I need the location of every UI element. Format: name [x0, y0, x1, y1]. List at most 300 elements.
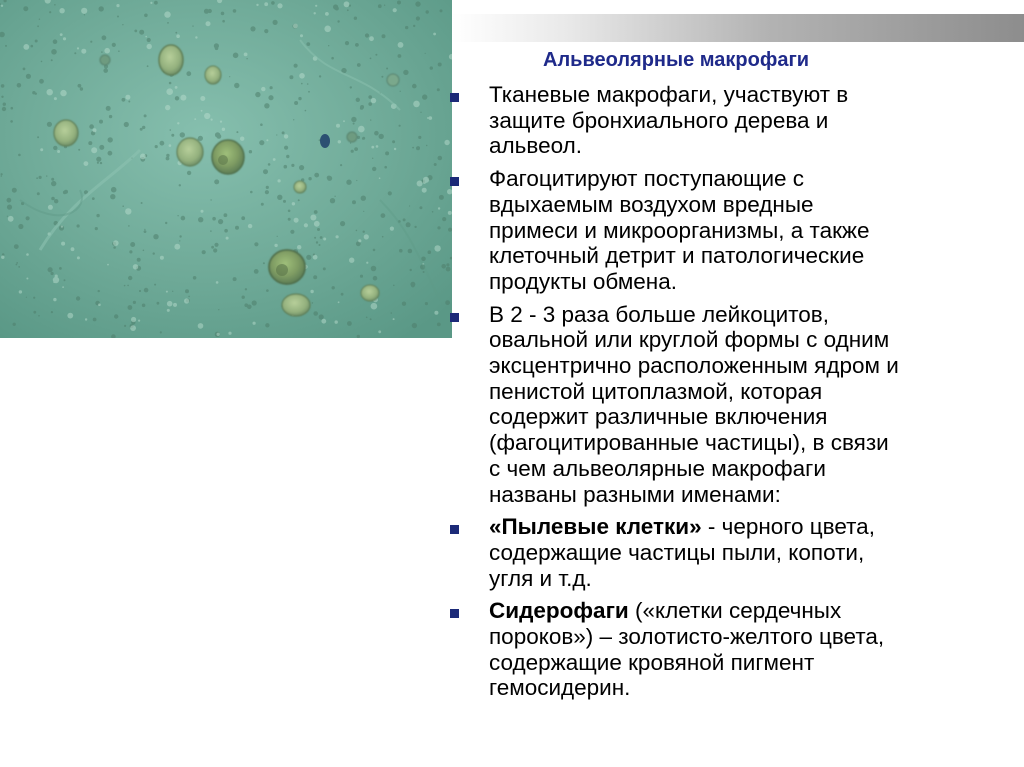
debris-speck [317, 228, 320, 231]
debris-speck [260, 123, 263, 126]
debris-speck [391, 312, 393, 314]
debris-speck [437, 226, 440, 229]
debris-speck [340, 164, 342, 166]
light-speck [8, 216, 14, 222]
light-speck [338, 140, 341, 143]
debris-speck [294, 64, 298, 68]
debris-speck [288, 210, 291, 213]
debris-speck [166, 157, 170, 161]
debris-speck [198, 217, 203, 222]
debris-speck [89, 124, 94, 129]
light-speck [284, 134, 288, 138]
debris-speck [398, 54, 402, 58]
light-speck [104, 48, 110, 54]
light-speck [113, 240, 119, 246]
light-speck [147, 44, 152, 49]
debris-speck [180, 132, 185, 137]
light-speck [194, 118, 196, 120]
debris-speck [268, 95, 273, 100]
debris-speck [439, 195, 444, 200]
debris-speck [153, 234, 158, 239]
debris-speck [284, 165, 288, 169]
debris-speck [301, 83, 303, 85]
light-speck [294, 218, 299, 223]
light-speck [256, 4, 258, 6]
debris-speck [2, 107, 6, 111]
debris-speck [54, 4, 56, 6]
debris-speck [373, 276, 378, 281]
debris-speck [18, 266, 20, 268]
debris-speck [101, 51, 103, 53]
light-speck [173, 303, 177, 307]
debris-speck [99, 120, 103, 124]
debris-speck [351, 117, 356, 122]
debris-speck [144, 114, 147, 117]
light-speck [325, 12, 329, 16]
debris-speck [204, 9, 209, 14]
light-speck [228, 332, 231, 335]
debris-speck [271, 1, 275, 5]
debris-speck [124, 122, 129, 127]
debris-speck [440, 9, 443, 12]
debris-speck [362, 138, 364, 140]
light-speck [274, 244, 277, 247]
light-speck [220, 121, 222, 123]
debris-speck [224, 213, 228, 217]
debris-speck [10, 120, 13, 123]
debris-speck [385, 151, 389, 155]
debris-speck [122, 24, 123, 25]
debris-speck [254, 242, 258, 246]
bullet-line: Тканевые макрофаги, участвуют в [489, 82, 849, 107]
debris-speck [112, 43, 116, 47]
debris-speck [166, 154, 169, 157]
debris-speck [198, 136, 203, 141]
debris-speck [1, 84, 5, 88]
light-speck [434, 311, 438, 315]
debris-speck [113, 246, 116, 249]
light-speck [60, 90, 66, 96]
debris-speck [212, 217, 216, 221]
light-speck [278, 179, 281, 182]
light-speck [145, 36, 147, 38]
square-bullet-icon [450, 313, 459, 322]
bullet-line: защите бронхиального дерева и [489, 107, 829, 133]
debris-speck [312, 302, 314, 304]
debris-speck [124, 285, 126, 287]
debris-speck [127, 305, 132, 310]
debris-speck [415, 1, 420, 6]
debris-speck [51, 311, 53, 313]
light-speck [393, 8, 397, 12]
debris-speck [368, 102, 372, 106]
debris-speck [139, 290, 141, 292]
debris-speck [12, 188, 17, 193]
bullet-line: гемосидерин. [489, 675, 631, 701]
debris-speck [249, 150, 252, 153]
debris-speck [51, 197, 55, 201]
light-speck [211, 119, 213, 121]
debris-speck [33, 311, 36, 314]
debris-speck [179, 235, 181, 237]
debris-speck [160, 141, 165, 146]
slide-title: Альвеолярные макрофаги [543, 49, 810, 71]
debris-speck [133, 301, 136, 304]
light-speck [261, 87, 265, 91]
bullet-line: пенистой цитоплазмой, которая [489, 378, 823, 404]
debris-speck [384, 166, 387, 169]
debris-speck [80, 87, 83, 90]
debris-speck [127, 285, 129, 287]
debris-speck [247, 305, 252, 310]
debris-speck [372, 158, 373, 159]
debris-speck [363, 231, 365, 233]
light-speck [264, 2, 268, 6]
debris-speck [215, 47, 219, 51]
debris-speck [426, 10, 429, 13]
debris-speck [314, 173, 319, 178]
debris-speck [420, 112, 421, 113]
debris-speck [236, 131, 238, 133]
debris-speck [294, 101, 298, 105]
debris-speck [319, 244, 321, 246]
light-speck [167, 301, 173, 307]
light-speck [125, 95, 130, 100]
debris-speck [245, 288, 247, 290]
debris-speck [410, 269, 412, 271]
debris-speck [409, 205, 410, 206]
debris-speck [96, 214, 99, 217]
light-speck [371, 98, 376, 103]
light-speck [48, 205, 53, 210]
bullet-line: содержит различные включения [489, 404, 828, 430]
debris-speck [111, 187, 117, 193]
debris-speck [17, 83, 22, 88]
debris-speck [78, 84, 82, 88]
debris-speck [7, 216, 8, 217]
debris-speck [54, 199, 58, 203]
light-speck [165, 105, 170, 110]
debris-speck [416, 16, 420, 20]
debris-speck [129, 250, 132, 253]
debris-speck [361, 196, 366, 201]
debris-speck [328, 45, 329, 46]
square-bullet-icon [450, 93, 459, 102]
debris-speck [170, 129, 172, 131]
debris-speck [288, 218, 291, 221]
header-gradient-bar [452, 14, 1024, 42]
debris-speck [144, 14, 148, 18]
light-speck [358, 126, 365, 133]
debris-speck [74, 52, 76, 54]
bullet-line: вдыхаемым воздухом вредные [489, 191, 814, 217]
light-speck [166, 88, 173, 95]
debris-speck [13, 323, 16, 326]
debris-speck [323, 267, 326, 270]
bullet-line [489, 598, 1024, 624]
debris-speck [412, 323, 417, 328]
debris-speck [51, 59, 53, 61]
debris-speck [286, 155, 289, 158]
debris-speck [350, 86, 352, 88]
debris-speck [110, 194, 115, 199]
light-speck [376, 145, 379, 148]
bullet-line: эксцентрично расположенным ядром и [489, 353, 899, 379]
light-speck [315, 5, 317, 7]
light-speck [63, 37, 66, 40]
debris-speck [327, 176, 332, 181]
light-speck [222, 128, 225, 131]
debris-speck [308, 177, 311, 180]
debris-speck [77, 224, 80, 227]
debris-speck [399, 125, 401, 127]
debris-speck [165, 222, 167, 224]
debris-speck [2, 253, 5, 256]
light-speck [433, 33, 436, 36]
debris-speck [331, 57, 334, 60]
debris-speck [347, 9, 349, 11]
bullet-line: названы разными именами: [489, 481, 781, 507]
debris-speck [51, 181, 56, 186]
term-siderophages: Сидерофаги [489, 598, 629, 624]
debris-speck [97, 162, 99, 164]
debris-speck [413, 25, 415, 27]
debris-speck [370, 119, 371, 120]
debris-speck [430, 66, 433, 69]
debris-speck [316, 241, 318, 243]
light-speck [160, 256, 164, 260]
debris-speck [298, 97, 301, 100]
light-speck [125, 208, 131, 214]
debris-speck [147, 38, 151, 42]
light-speck [336, 235, 339, 238]
light-speck [59, 8, 64, 13]
debris-speck [283, 200, 286, 203]
light-speck [1, 256, 4, 259]
light-speck [60, 33, 63, 36]
debris-speck [90, 41, 92, 43]
light-speck [369, 36, 374, 41]
debris-speck [122, 98, 126, 102]
debris-speck [106, 106, 111, 111]
debris-speck [412, 147, 414, 149]
light-speck [240, 137, 244, 141]
debris-speck [355, 43, 359, 47]
bullet-line: В 2 - 3 раза больше лейкоцитов, [489, 301, 830, 327]
light-speck [344, 1, 350, 7]
light-speck [398, 42, 404, 48]
debris-speck [263, 169, 268, 174]
light-speck [93, 128, 97, 132]
light-speck [133, 264, 138, 269]
debris-speck [167, 22, 169, 24]
debris-speck [153, 252, 155, 254]
debris-speck [39, 19, 40, 20]
bullet-item [450, 514, 1024, 591]
debris-speck [370, 318, 372, 320]
debris-speck [313, 311, 318, 316]
debris-speck [437, 323, 441, 327]
bullet-line: содержащие частицы пыли, копоти, [489, 539, 865, 565]
bullet-line: альвеол. [489, 133, 582, 159]
light-speck [206, 21, 211, 26]
light-speck [244, 53, 248, 57]
debris-speck [333, 4, 338, 9]
light-speck [116, 4, 119, 7]
debris-speck [99, 145, 104, 150]
debris-speck [51, 272, 54, 275]
debris-speck [356, 180, 357, 181]
debris-speck [266, 289, 269, 292]
debris-speck [46, 175, 47, 176]
debris-speck [284, 146, 288, 150]
debris-speck [1, 173, 3, 175]
debris-speck [16, 262, 18, 264]
debris-speck [171, 134, 174, 137]
debris-speck [192, 25, 193, 26]
debris-speck [357, 335, 360, 338]
debris-speck [246, 58, 247, 59]
debris-speck [233, 277, 237, 281]
debris-speck [128, 101, 130, 103]
debris-speck [426, 145, 427, 146]
debris-speck [412, 84, 417, 89]
debris-speck [277, 195, 282, 200]
debris-speck [341, 293, 344, 296]
debris-speck [372, 167, 376, 171]
debris-speck [38, 315, 40, 317]
debris-speck [346, 180, 351, 185]
debris-speck [308, 91, 310, 93]
debris-speck [1, 96, 3, 98]
light-speck [81, 8, 87, 14]
light-speck [91, 147, 97, 153]
light-speck [61, 226, 63, 228]
debris-speck [437, 88, 440, 91]
term-dust-cells: «Пылевые клетки» [489, 514, 702, 540]
light-speck [140, 154, 146, 160]
light-speck [200, 96, 205, 101]
debris-speck [266, 186, 269, 189]
light-speck [175, 86, 178, 89]
debris-speck [397, 1, 401, 5]
debris-speck [276, 134, 277, 135]
light-speck [131, 317, 136, 322]
debris-speck [438, 156, 443, 161]
debris-speck [374, 131, 379, 136]
debris-speck [441, 264, 446, 269]
debris-speck [373, 249, 376, 252]
debris-speck [214, 243, 218, 247]
debris-speck [368, 95, 372, 99]
debris-speck [185, 289, 189, 293]
debris-speck [392, 140, 395, 143]
debris-speck [354, 17, 357, 20]
light-speck [201, 210, 204, 213]
bullet-item [450, 166, 1024, 295]
light-speck [169, 144, 172, 147]
debris-speck [334, 196, 335, 197]
debris-speck [255, 92, 260, 97]
debris-speck [172, 291, 173, 292]
light-speck [84, 161, 89, 166]
light-speck [417, 181, 423, 187]
debris-speck [371, 266, 377, 272]
debris-speck [400, 91, 401, 92]
debris-speck [33, 297, 35, 299]
debris-speck [402, 302, 406, 306]
light-speck [277, 3, 282, 8]
bullet-item [450, 82, 1024, 159]
light-speck [166, 291, 168, 293]
light-speck [310, 215, 316, 221]
light-speck [216, 281, 219, 284]
bullet-line: овальной или круглой формы с одним [489, 327, 890, 353]
light-speck [323, 238, 326, 241]
light-speck [167, 309, 170, 312]
debris-speck [241, 216, 245, 220]
debris-speck [265, 190, 269, 194]
debris-speck [147, 65, 149, 67]
light-speck [390, 227, 394, 231]
debris-speck [193, 276, 197, 280]
debris-speck [356, 98, 360, 102]
light-speck [217, 333, 220, 336]
light-speck [349, 258, 354, 263]
debris-speck [35, 40, 38, 43]
light-speck [343, 120, 345, 122]
light-speck [26, 253, 29, 256]
bullet-item [450, 302, 1024, 508]
light-speck [77, 47, 79, 49]
light-speck [293, 24, 298, 29]
debris-speck [177, 215, 178, 216]
debris-speck [84, 14, 85, 15]
debris-speck [291, 164, 294, 167]
debris-speck [36, 177, 38, 179]
light-speck [1, 5, 3, 7]
debris-speck [202, 250, 206, 254]
light-speck [364, 234, 369, 239]
bullet-line: примеси и микроорганизмы, а также [489, 217, 870, 243]
light-speck [177, 122, 179, 124]
light-speck [195, 36, 197, 38]
debris-speck [154, 1, 158, 5]
debris-speck [144, 229, 145, 230]
debris-speck [179, 240, 180, 241]
light-speck [394, 148, 396, 150]
light-speck [164, 11, 170, 17]
debris-speck [31, 45, 34, 48]
light-speck [314, 221, 320, 227]
debris-speck [32, 91, 35, 94]
light-speck [85, 318, 87, 320]
debris-speck [88, 141, 92, 145]
bullet-line: Фагоцитируют поступающие с [489, 166, 805, 192]
debris-speck [53, 146, 57, 150]
light-speck [413, 101, 420, 108]
light-speck [26, 278, 28, 280]
debris-speck [306, 255, 311, 260]
debris-speck [314, 210, 318, 214]
debris-speck [233, 53, 239, 59]
light-speck [23, 44, 29, 50]
debris-speck [381, 213, 386, 218]
light-speck [273, 158, 276, 161]
debris-speck [26, 74, 31, 79]
debris-speck [298, 199, 300, 201]
light-speck [321, 319, 326, 324]
